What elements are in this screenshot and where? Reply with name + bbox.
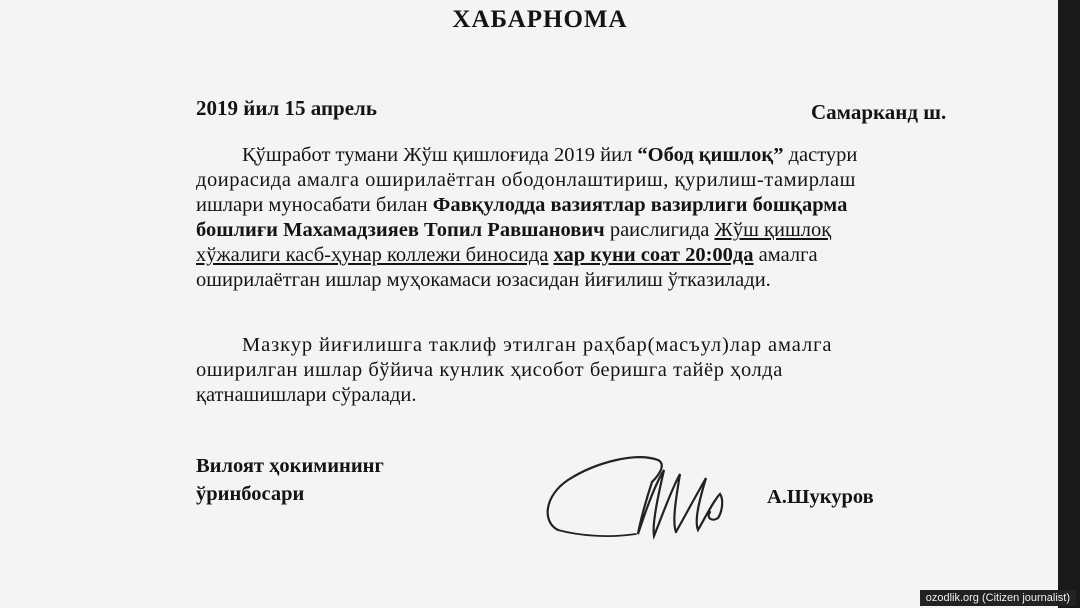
paragraph-2-line-2: оширилган ишлар бўйича кунлик ҳисобот беришга тайёр ҳолда xyxy=(196,359,783,381)
paragraph-1 xyxy=(196,143,974,293)
meeting-time: хар куни соат 20:00да xyxy=(553,244,754,266)
document-title: ХАБАРНОМА xyxy=(452,6,628,33)
paragraph-1-line-1 xyxy=(196,143,974,168)
signatory-name: А.Шукуров xyxy=(767,486,874,508)
text-span: амалга xyxy=(758,244,818,266)
paragraph-2 xyxy=(196,333,974,408)
paragraph-2-line-1: Мазкур йиғилишга таклиф этилган раҳбар(масъул)лар амалга xyxy=(242,334,833,356)
paragraph-1-line-5 xyxy=(196,243,974,268)
text-span: дастури xyxy=(788,144,858,166)
text-span: Қўшработ тумани Жўш қишлоғида 2019 йил xyxy=(242,144,633,166)
photo-credit: ozodlik.org (Citizen journalist) xyxy=(920,590,1076,606)
text-span: раислигида xyxy=(609,219,710,241)
official-name: бошлиғи Махамадзияев Топил Равшанович xyxy=(196,219,605,241)
scan-edge xyxy=(1058,0,1080,608)
document-date: 2019 йил 15 апрель xyxy=(196,96,377,120)
paragraph-1-line-4 xyxy=(196,218,974,243)
paragraph-1-line-2: доирасида амалга оширилаётган ободонлаштириш, қурилиш-тамирлаш xyxy=(196,169,856,191)
handwritten-signature xyxy=(540,438,750,550)
text-span: ишлари муносабати билан xyxy=(196,194,428,216)
signatory-title-line-2: ўринбосари xyxy=(196,483,305,505)
ministry-name: Фавқулодда вазиятлар вазирлиги бошқарма xyxy=(432,194,848,216)
signatory-title xyxy=(196,452,384,508)
program-name: “Обод қишлоқ” xyxy=(637,144,784,166)
document-place: Самарканд ш. xyxy=(811,100,947,124)
paragraph-1-line-3 xyxy=(196,193,974,218)
signatory-title-line-1: Вилоят ҳокимининг xyxy=(196,455,384,477)
paragraph-1-line-6: оширилаётган ишлар муҳокамаси юзасидан йиғилиш ўтказилади. xyxy=(196,269,771,291)
paragraph-2-line-3: қатнашишлари сўралади. xyxy=(196,384,417,406)
location-underlined: Жўш қишлоқ xyxy=(714,219,832,241)
location-underlined: хўжалиги касб-ҳунар коллежи биносида xyxy=(196,244,549,266)
